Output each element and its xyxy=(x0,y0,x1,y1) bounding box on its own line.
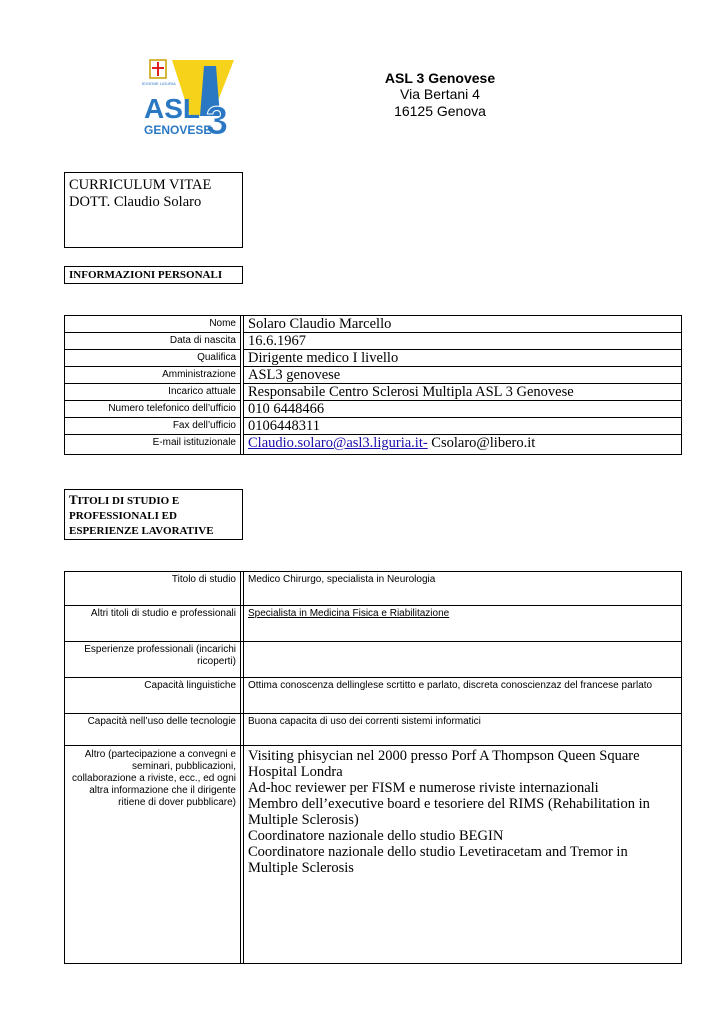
row-label: Data di nascita xyxy=(65,333,241,350)
studies-table xyxy=(64,571,682,964)
cv-title: CURRICULUM VITAE xyxy=(69,177,212,193)
row-label: Fax dell’ufficio xyxy=(65,418,241,435)
table-row xyxy=(65,606,681,642)
table-row xyxy=(65,418,681,435)
row-value xyxy=(243,435,681,454)
row-value: 010 6448466 xyxy=(243,401,681,418)
altro-line: Visiting phisycian nel 2000 presso Porf A Thompson Queen Square Hospital Londra xyxy=(248,748,640,780)
table-row xyxy=(65,572,681,606)
altro-line: Coordinatore nazionale dello studio Levetiracetam and Tremor in Multiple Sclerosis xyxy=(248,844,628,876)
altri-value-text: Specialista in Medicina Fisica e Riabilitazione xyxy=(248,608,450,619)
row-label: Incarico attuale xyxy=(65,384,241,401)
row-label: Altro (partecipazione a convegni e seminari, pubblicazioni, collaborazione a riviste, ecc., ed ogni altra informazione che il dirigente ritiene di dover pubblicare) xyxy=(65,746,241,963)
row-value xyxy=(243,746,681,963)
logo-region-text: REGIONE LIGURIA xyxy=(142,81,176,86)
row-value: Solaro Claudio Marcello xyxy=(243,316,681,333)
personal-info-table xyxy=(64,315,682,455)
logo-genovese-text: GENOVESE xyxy=(144,123,212,137)
row-label: Qualifica xyxy=(65,350,241,367)
logo-number-text: 3 xyxy=(206,99,229,140)
org-city: 16125 Genova xyxy=(394,103,486,119)
studies-heading xyxy=(64,489,243,540)
org-name: ASL 3 Genovese xyxy=(384,70,496,86)
row-value xyxy=(243,606,681,641)
row-value: Medico Chirurgo, specialista in Neurologia xyxy=(243,572,681,605)
asl3-logo xyxy=(142,56,238,140)
row-label: Esperienze professionali (incarichi ricoperti) xyxy=(65,642,241,677)
cv-title-box xyxy=(64,172,243,248)
table-row xyxy=(65,333,681,350)
table-row xyxy=(65,678,681,714)
row-label: Numero telefonico dell’ufficio xyxy=(65,401,241,418)
studies-heading-initial: T xyxy=(69,492,78,507)
row-value: 16.6.1967 xyxy=(243,333,681,350)
table-row xyxy=(65,642,681,678)
altro-line: Membro dell’executive board e tesoriere del RIMS (Rehabilitation in Multiple Sclerosis) xyxy=(248,796,650,828)
table-row xyxy=(65,435,681,454)
studies-heading-rest: ITOLI DI STUDIO E PROFESSIONALI ED ESPERIENZE LAVORATIVE xyxy=(69,495,214,537)
row-value: Buona capacita di uso dei correnti sistemi informatici xyxy=(243,714,681,745)
row-value: Ottima conoscenza dellinglese scrtitto e parlato, discreta conoscienzaz del francese parlato xyxy=(243,678,681,713)
table-row xyxy=(65,746,681,963)
table-row xyxy=(65,367,681,384)
row-label: Altri titoli di studio e professionali xyxy=(65,606,241,641)
row-label: Capacità nell’uso delle tecnologie xyxy=(65,714,241,745)
altro-line: Ad-hoc reviewer per FISM e numerose riviste internazionali xyxy=(248,780,599,796)
row-label: E-mail istituzionale xyxy=(65,435,241,454)
personal-info-heading: INFORMAZIONI PERSONALI xyxy=(64,266,243,284)
table-row xyxy=(65,316,681,333)
cv-name: DOTT. Claudio Solaro xyxy=(69,194,202,210)
row-value: ASL3 genovese xyxy=(243,367,681,384)
row-label: Amministrazione xyxy=(65,367,241,384)
email-link[interactable]: Claudio.solaro@asl3.liguria.it- xyxy=(248,435,428,451)
row-value: Responsabile Centro Sclerosi Multipla ASL 3 Genovese xyxy=(243,384,681,401)
logo-asl-text: ASL xyxy=(144,93,200,124)
row-label: Capacità linguistiche xyxy=(65,678,241,713)
row-value: 0106448311 xyxy=(243,418,681,435)
org-street: Via Bertani 4 xyxy=(400,86,480,102)
row-label: Titolo di studio xyxy=(65,572,241,605)
row-label: Nome xyxy=(65,316,241,333)
table-row xyxy=(65,714,681,746)
row-value xyxy=(243,642,681,677)
row-value: Dirigente medico I livello xyxy=(243,350,681,367)
asl3-logo-graphic xyxy=(142,56,238,140)
table-row xyxy=(65,350,681,367)
table-row xyxy=(65,384,681,401)
table-row xyxy=(65,401,681,418)
altro-line: Coordinatore nazionale dello studio BEGIN xyxy=(248,828,504,844)
email-secondary: Csolaro@libero.it xyxy=(427,435,536,451)
